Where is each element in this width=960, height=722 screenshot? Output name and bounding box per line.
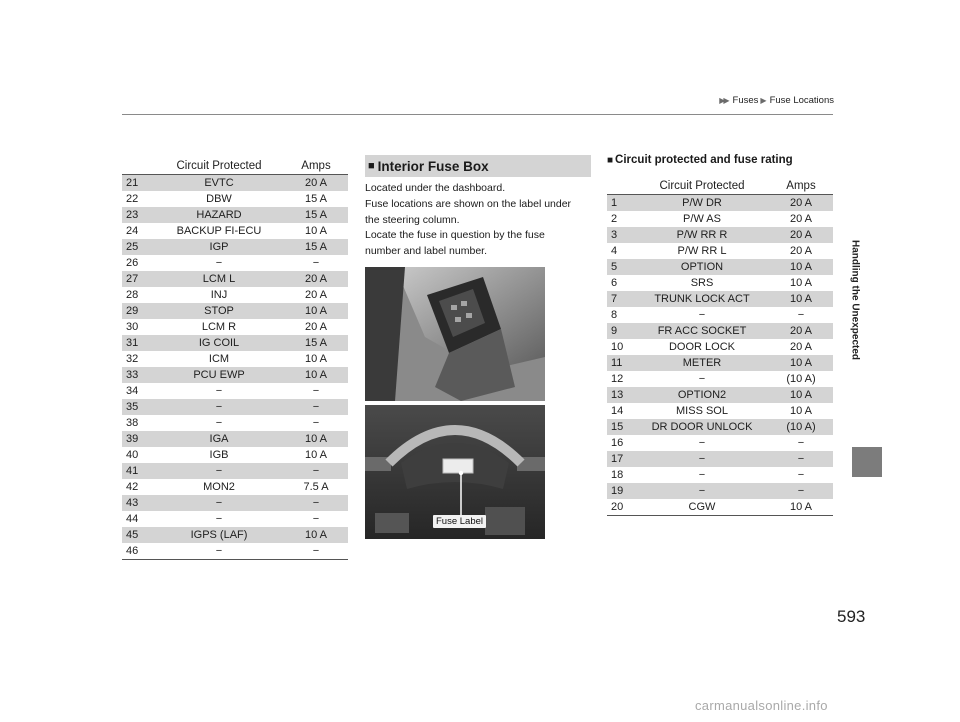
square-bullet-icon: ■ [607,154,614,166]
fuse-number-cell: 35 [122,399,154,415]
table-row [122,383,348,399]
fuse-number-cell: 44 [126,513,139,525]
fuse-number-cell: 15 [607,419,635,435]
amps-cell: 20 A [769,195,833,212]
table-row [607,243,833,259]
table-row [122,255,348,271]
circuit-cell: − [215,385,223,397]
table-row [607,339,833,355]
table-row [607,483,833,499]
fuse-number-cell: 46 [122,543,154,560]
circuit-cell: METER [635,355,769,371]
fuse-number-cell: 9 [607,323,635,339]
breadcrumb-item-fuse-locations[interactable]: Fuse Locations [769,95,834,106]
table-row [122,367,348,383]
fuse-number-cell: 39 [122,431,154,447]
table-row [607,211,833,227]
breadcrumb-item-fuses[interactable]: Fuses [732,95,759,106]
fuse-number-cell: 10 [611,341,624,353]
table-row [122,463,348,479]
amps-cell: 10 A [769,387,833,403]
amps-cell: 15 A [284,239,348,255]
breadcrumb [719,95,834,106]
circuit-cell: EVTC [154,175,284,192]
amps-cell: − [312,385,320,397]
square-bullet-icon: ■ [368,160,375,172]
fuse-number-cell: 4 [611,245,618,257]
amps-cell: − [312,417,320,429]
fuse-number-cell: 18 [611,469,624,481]
circuit-cell: TRUNK LOCK ACT [635,291,769,307]
fuse-number-cell: 24 [126,225,139,237]
table-row [607,323,833,339]
amps-cell: − [312,257,320,269]
fuse-number-cell: 13 [607,387,635,403]
amps-cell: 10 A [284,527,348,543]
amps-cell: − [284,399,348,415]
fuse-number-cell: 7 [607,291,635,307]
amps-cell: − [284,463,348,479]
table-row [607,403,833,419]
fuse-number-cell: 8 [611,309,618,321]
circuit-cell: IGB [209,449,229,461]
circuit-cell: − [215,417,223,429]
amps-cell: − [769,483,833,499]
fuse-number-cell: 42 [126,481,139,493]
circuit-cell: IGP [154,239,284,255]
fuse-number-cell: 26 [126,257,139,269]
column-header-amps: Amps [284,157,348,175]
table-row [122,479,348,495]
table-row [607,291,833,307]
amps-cell: 20 A [284,175,348,192]
table-row [122,527,348,543]
fuse-number-cell: 40 [126,449,139,461]
amps-cell: 20 A [304,321,328,333]
fuse-number-cell: 38 [126,417,139,429]
amps-cell: 10 A [769,499,833,516]
circuit-cell: P/W RR L [677,245,727,257]
amps-cell: − [284,543,348,560]
column-header-circuit: Circuit Protected [635,177,769,195]
table-row [607,307,833,323]
circuit-cell: OPTION2 [635,387,769,403]
amps-cell: (10 A) [769,419,833,435]
fuse-number-cell: 12 [611,373,624,385]
circuit-cell: LCM L [154,271,284,287]
amps-cell: 20 A [789,213,813,225]
amps-cell: 7.5 A [303,481,329,493]
circuit-cell: OPTION [635,259,769,275]
table-row [607,387,833,403]
interior-fuse-box-heading [365,155,591,177]
table-row [122,335,348,351]
table-row [122,207,348,223]
fuse-number-cell: 11 [607,355,635,371]
amps-cell: 15 A [284,335,348,351]
circuit-cell: DR DOOR UNLOCK [635,419,769,435]
table-row [122,175,348,192]
table-row [122,543,348,560]
fuse-number-cell: 14 [611,405,624,417]
table-row [607,435,833,451]
circuit-cell: − [154,463,284,479]
table-row [607,355,833,371]
table-row [122,191,348,207]
circuit-cell: ICM [208,353,230,365]
header-divider [122,114,833,115]
circuit-cell: MISS SOL [676,405,728,417]
circuit-cell: SRS [690,277,714,289]
circuit-cell: INJ [210,289,228,301]
circuit-cell: IG COIL [154,335,284,351]
fuse-number-cell: 22 [126,193,139,205]
table-header-row [607,177,833,195]
breadcrumb-arrow-icon: ▶▶ [719,96,728,105]
fuse-number-cell: 34 [126,385,139,397]
circuit-cell: P/W RR R [635,227,769,243]
table-row [122,431,348,447]
fuse-number-cell: 23 [122,207,154,223]
amps-cell: 10 A [769,259,833,275]
column-header-circuit: Circuit Protected [154,157,284,175]
amps-cell: − [312,513,320,525]
amps-cell: 15 A [284,207,348,223]
circuit-cell: − [154,543,284,560]
table-row [122,319,348,335]
circuit-cell: − [635,451,769,467]
circuit-cell: − [698,437,706,449]
amps-cell: − [284,495,348,511]
side-tab-label: Handling the Unexpected [849,239,861,361]
fuse-number-cell: 17 [607,451,635,467]
circuit-cell: P/W DR [635,195,769,212]
fuse-number-cell: 41 [122,463,154,479]
circuit-cell: − [635,483,769,499]
interior-fuse-box-description [365,181,595,260]
amps-cell: 10 A [284,303,348,319]
fuse-number-cell: 25 [122,239,154,255]
amps-cell: 20 A [304,289,328,301]
table-row [122,239,348,255]
amps-cell: 20 A [284,271,348,287]
circuit-cell: DOOR LOCK [668,341,735,353]
amps-cell: 10 A [769,291,833,307]
amps-cell: 10 A [304,353,328,365]
fuse-number-cell: 30 [126,321,139,333]
fuse-number-cell: 20 [607,499,635,516]
fuse-number-cell: 27 [122,271,154,287]
interior-fuse-box-title: Interior Fuse Box [377,158,489,174]
fuse-number-cell: 29 [122,303,154,319]
table-row [122,447,348,463]
amps-cell: − [797,469,805,481]
circuit-cell: − [215,513,223,525]
table-row [607,371,833,387]
amps-cell: 10 A [769,355,833,371]
amps-cell: − [769,451,833,467]
circuit-cell: − [154,495,284,511]
description-line: number and label number. [365,245,487,258]
fuse-number-cell: 3 [607,227,635,243]
fuse-number-cell: 28 [126,289,139,301]
circuit-cell: − [215,257,223,269]
circuit-cell: − [698,469,706,481]
circuit-cell: FR ACC SOCKET [635,323,769,339]
fuse-number-cell: 16 [611,437,624,449]
fuse-number-cell: 6 [611,277,618,289]
description-line: Located under the dashboard. [365,182,506,194]
fuse-table-left [122,157,348,560]
circuit-cell: P/W AS [683,213,721,225]
breadcrumb-arrow-icon: ▶ [760,96,765,105]
circuit-cell: − [154,399,284,415]
fuse-table-right [607,177,833,516]
fuse-number-cell: 1 [607,195,635,212]
table-row [607,451,833,467]
description-line: Locate the fuse in question by the fuse [365,229,545,242]
circuit-rating-heading [607,154,793,166]
circuit-cell: MON2 [203,481,235,493]
circuit-cell: BACKUP FI-ECU [176,225,262,237]
fuse-number-cell: 33 [122,367,154,383]
circuit-cell: CGW [635,499,769,516]
column-header-number [607,177,635,195]
column-header-amps: Amps [769,177,833,195]
column-header-number [122,157,154,175]
amps-cell: − [797,437,805,449]
fuse-number-cell: 2 [611,213,618,225]
table-row [607,467,833,483]
table-row [122,415,348,431]
amps-cell: 10 A [789,277,813,289]
description-line: the steering column. [365,213,460,226]
table-row [122,271,348,287]
table-row [607,275,833,291]
amps-cell: 10 A [304,225,328,237]
fuse-number-cell: 31 [122,335,154,351]
circuit-cell: IGPS (LAF) [154,527,284,543]
chapter-tab-marker [852,447,882,477]
circuit-cell: − [698,309,706,321]
table-row [607,227,833,243]
amps-cell: 20 A [789,245,813,257]
table-row [122,511,348,527]
watermark: carmanualsonline.info [695,698,828,713]
amps-cell: − [797,309,805,321]
circuit-cell: STOP [154,303,284,319]
circuit-rating-title: Circuit protected and fuse rating [615,154,793,166]
fuse-number-cell: 32 [126,353,139,365]
circuit-cell: PCU EWP [154,367,284,383]
table-row [122,495,348,511]
circuit-cell: LCM R [201,321,237,333]
table-row [122,303,348,319]
circuit-cell: HAZARD [154,207,284,223]
amps-cell: 20 A [769,323,833,339]
table-row [122,351,348,367]
fuse-box-photo [365,267,545,539]
table-row [607,419,833,435]
circuit-cell: − [698,373,706,385]
amps-cell: 20 A [789,341,813,353]
table-row [122,223,348,239]
description-line: Fuse locations are shown on the label under [365,197,572,210]
table-header-row [122,157,348,175]
table-row [607,499,833,516]
table-row [607,195,833,212]
amps-cell: 20 A [769,227,833,243]
amps-cell: 10 A [789,405,813,417]
page-number: 593 [837,607,866,626]
fuse-label-caption: Fuse Label [433,515,486,528]
table-row [122,399,348,415]
fuse-number-cell: 45 [122,527,154,543]
amps-cell: 10 A [284,431,348,447]
fuse-number-cell: 43 [122,495,154,511]
amps-cell: (10 A) [786,373,816,385]
table-row [122,287,348,303]
fuse-number-cell: 21 [122,175,154,192]
fuse-number-cell: 19 [607,483,635,499]
circuit-cell: DBW [206,193,232,205]
table-row [607,259,833,275]
fuse-number-cell: 5 [607,259,635,275]
amps-cell: 10 A [284,367,348,383]
amps-cell: 15 A [304,193,328,205]
amps-cell: 10 A [304,449,328,461]
circuit-cell: IGA [154,431,284,447]
